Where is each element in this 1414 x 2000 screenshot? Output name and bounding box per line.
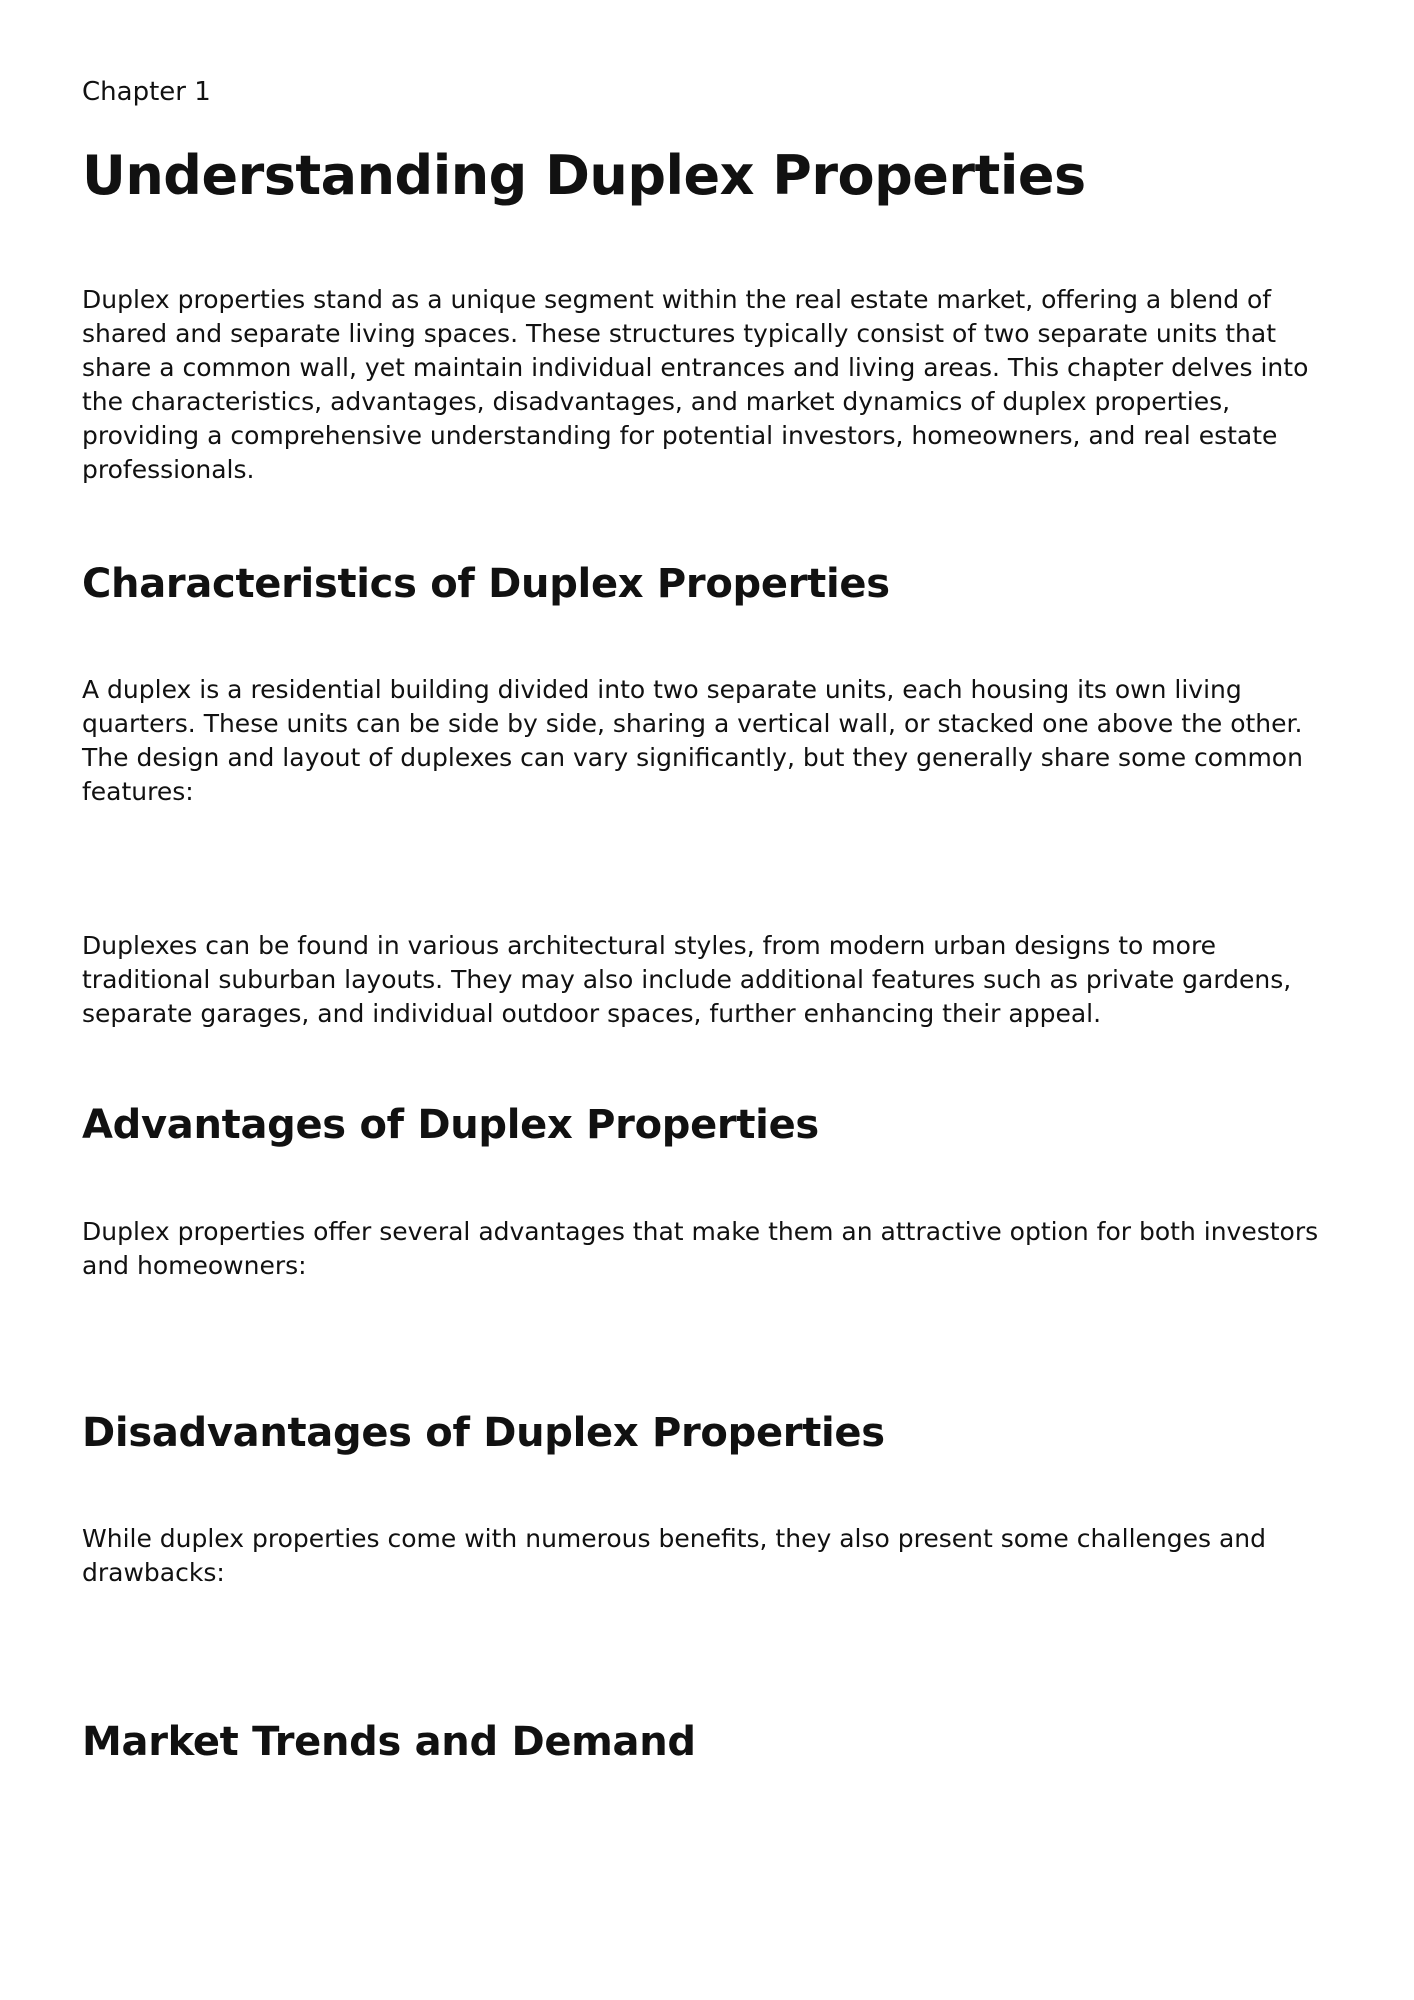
intro-paragraph: Duplex properties stand as a unique segment within the real estate market, offering a blend of shared and separate living spaces. These structures typically consist of two separate units that share a common wall, yet maintain individual entrances and living areas. This chapter delves into the characteristics, advantages, disadvantages, and market dynamics of duplex properties, providing a comprehensive understanding for potential investors, homeowners, and real estate professionals. — [82, 285, 1309, 484]
chapter-label: Chapter 1 — [82, 77, 211, 107]
section-heading-advantages: Advantages of Duplex Properties — [82, 1102, 819, 1148]
advantages-paragraph: Duplex properties offer several advantages that make them an attractive option for both investors and homeowners: — [82, 1217, 1319, 1280]
disadvantages-paragraph: While duplex properties come with numerous benefits, they also present some challenges and drawbacks: — [82, 1524, 1266, 1587]
section-heading-market: Market Trends and Demand — [82, 1719, 696, 1765]
section-heading-characteristics: Characteristics of Duplex Properties — [82, 561, 890, 607]
characteristics-paragraph-1: A duplex is a residential building divided into two separate units, each housing its own living quarters. These units can be side by side, sharing a vertical wall, or stacked one above the other. The design and layout of duplexes can vary significantly, but they generally share some common features: — [82, 675, 1303, 806]
chapter-title: Understanding Duplex Properties — [82, 144, 1086, 207]
section-heading-disadvantages: Disadvantages of Duplex Properties — [82, 1410, 885, 1456]
characteristics-paragraph-2: Duplexes can be found in various architectural styles, from modern urban designs to more traditional suburban layouts. They may also include additional features such as private gardens, separate garages, and individual outdoor spaces, further enhancing their appeal. — [82, 931, 1292, 1028]
